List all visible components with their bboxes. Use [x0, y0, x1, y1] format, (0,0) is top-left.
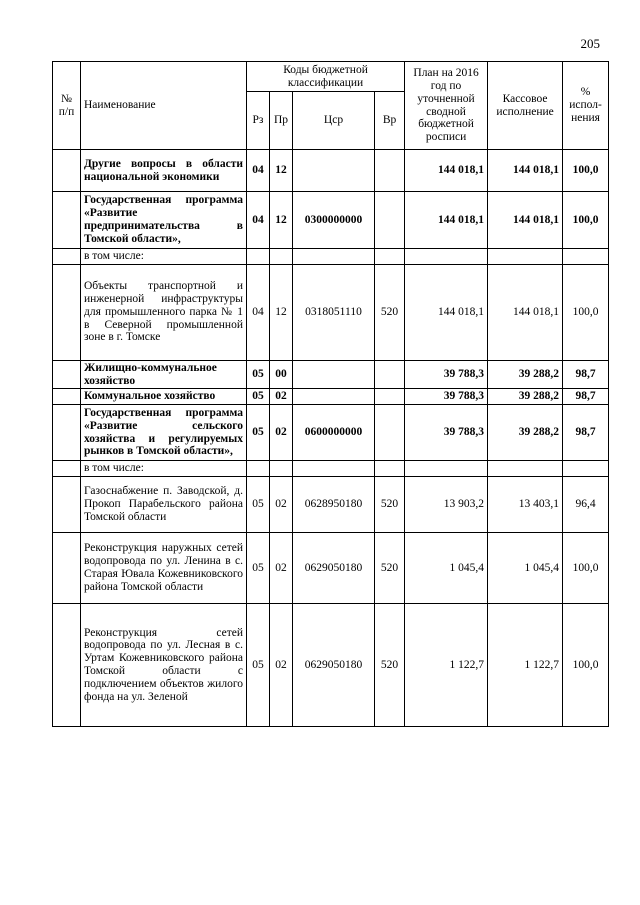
- cell-cash: 144 018,1: [488, 192, 563, 249]
- cell-pr: [270, 249, 293, 265]
- cell-csr: [293, 150, 375, 192]
- cell-rz: 04: [247, 150, 270, 192]
- cell-name: Реконструкция наружных сетей водопровода по ул. Ленина в с. Старая Ювала Кожевниковского района Томской области: [81, 532, 247, 603]
- cell-vr: 520: [375, 476, 405, 532]
- table-row: [53, 192, 609, 249]
- table-row: [53, 264, 609, 360]
- cell-pct: 100,0: [563, 603, 609, 726]
- cell-pr: 00: [270, 360, 293, 389]
- cell-rz: 05: [247, 389, 270, 405]
- cell-rz: [247, 461, 270, 477]
- header-name: Наименование: [81, 62, 247, 150]
- cell-pr: 02: [270, 405, 293, 461]
- cell-rz: 05: [247, 360, 270, 389]
- cell-name: в том числе:: [81, 461, 247, 477]
- table-row: [53, 150, 609, 192]
- cell-pr: [270, 461, 293, 477]
- budget-table: [52, 61, 609, 727]
- cell-name: Коммунальное хозяйство: [81, 389, 247, 405]
- cell-num: [53, 192, 81, 249]
- cell-rz: 05: [247, 405, 270, 461]
- cell-name: Реконструкция сетей водопровода по ул. Лесная в с. Уртам Кожевниковского района Томской области с подключением объектов жилого фонда на ул. Зеленой: [81, 603, 247, 726]
- cell-csr: 0628950180: [293, 476, 375, 532]
- cell-csr: [293, 461, 375, 477]
- cell-num: [53, 389, 81, 405]
- cell-pct: [563, 461, 609, 477]
- cell-pct: 98,7: [563, 360, 609, 389]
- cell-rz: [247, 249, 270, 265]
- cell-cash: 144 018,1: [488, 264, 563, 360]
- cell-num: [53, 603, 81, 726]
- header-num: № п/п: [53, 62, 81, 150]
- cell-cash: 1 122,7: [488, 603, 563, 726]
- header-codes-group: Коды бюджетной классификации: [247, 62, 405, 92]
- cell-name: Государственная программа «Развитие предпринимательства в Томской области»,: [81, 192, 247, 249]
- cell-vr: [375, 249, 405, 265]
- cell-num: [53, 264, 81, 360]
- cell-vr: 520: [375, 603, 405, 726]
- cell-csr: 0318051110: [293, 264, 375, 360]
- cell-pr: 02: [270, 476, 293, 532]
- header-pct: % испол-нения: [563, 62, 609, 150]
- cell-csr: 0629050180: [293, 603, 375, 726]
- table-header: [53, 62, 609, 150]
- cell-csr: 0600000000: [293, 405, 375, 461]
- page-number: 205: [580, 36, 600, 51]
- cell-rz: 05: [247, 603, 270, 726]
- cell-pr: 02: [270, 603, 293, 726]
- cell-name: Газоснабжение п. Заводской, д. Прокоп Парабельского района Томской области: [81, 476, 247, 532]
- cell-plan: 1 122,7: [405, 603, 488, 726]
- cell-vr: 520: [375, 532, 405, 603]
- cell-plan: 13 903,2: [405, 476, 488, 532]
- cell-name: Государственная программа «Развитие сельского хозяйства и регулируемых рынков в Томской области»,: [81, 405, 247, 461]
- cell-num: [53, 461, 81, 477]
- cell-name: в том числе:: [81, 249, 247, 265]
- cell-csr: [293, 389, 375, 405]
- header-rz: Рз: [247, 92, 270, 150]
- table-body: [53, 150, 609, 727]
- cell-plan: 39 788,3: [405, 360, 488, 389]
- table-row: [53, 389, 609, 405]
- table-row: [53, 532, 609, 603]
- cell-plan: 144 018,1: [405, 264, 488, 360]
- header-pr: Пр: [270, 92, 293, 150]
- cell-pct: 100,0: [563, 532, 609, 603]
- cell-csr: 0629050180: [293, 532, 375, 603]
- table-row: [53, 476, 609, 532]
- cell-plan: 1 045,4: [405, 532, 488, 603]
- cell-pr: 02: [270, 532, 293, 603]
- header-csr: Цср: [293, 92, 375, 150]
- cell-rz: 04: [247, 264, 270, 360]
- table-row: [53, 360, 609, 389]
- cell-pct: 100,0: [563, 192, 609, 249]
- cell-vr: 520: [375, 264, 405, 360]
- cell-rz: 04: [247, 192, 270, 249]
- cell-plan: 39 788,3: [405, 389, 488, 405]
- table-row: [53, 249, 609, 265]
- cell-plan: [405, 461, 488, 477]
- cell-num: [53, 405, 81, 461]
- cell-pct: 100,0: [563, 264, 609, 360]
- cell-rz: 05: [247, 532, 270, 603]
- cell-plan: 39 788,3: [405, 405, 488, 461]
- cell-cash: [488, 461, 563, 477]
- cell-cash: 39 288,2: [488, 389, 563, 405]
- cell-csr: [293, 360, 375, 389]
- cell-pr: 12: [270, 192, 293, 249]
- cell-cash: 1 045,4: [488, 532, 563, 603]
- cell-num: [53, 249, 81, 265]
- header-cash: Кассовое исполнение: [488, 62, 563, 150]
- cell-cash: 144 018,1: [488, 150, 563, 192]
- cell-name: Жилищно-коммунальное хозяйство: [81, 360, 247, 389]
- header-vr: Вр: [375, 92, 405, 150]
- cell-vr: [375, 360, 405, 389]
- cell-pr: 12: [270, 150, 293, 192]
- cell-vr: [375, 405, 405, 461]
- cell-vr: [375, 461, 405, 477]
- cell-vr: [375, 150, 405, 192]
- cell-pct: 100,0: [563, 150, 609, 192]
- cell-csr: 0300000000: [293, 192, 375, 249]
- cell-num: [53, 532, 81, 603]
- cell-cash: [488, 249, 563, 265]
- table-row: [53, 461, 609, 477]
- table-row: [53, 603, 609, 726]
- cell-rz: 05: [247, 476, 270, 532]
- table-row: [53, 405, 609, 461]
- cell-plan: 144 018,1: [405, 192, 488, 249]
- cell-name: Объекты транспортной и инженерной инфраструктуры для промышленного парка № 1 в Северной промышленной зоне в г. Томске: [81, 264, 247, 360]
- cell-plan: [405, 249, 488, 265]
- cell-vr: [375, 389, 405, 405]
- cell-pct: [563, 249, 609, 265]
- cell-pr: 12: [270, 264, 293, 360]
- cell-plan: 144 018,1: [405, 150, 488, 192]
- cell-pct: 98,7: [563, 405, 609, 461]
- cell-pct: 96,4: [563, 476, 609, 532]
- cell-pr: 02: [270, 389, 293, 405]
- cell-cash: 39 288,2: [488, 405, 563, 461]
- cell-num: [53, 360, 81, 389]
- cell-name: Другие вопросы в области национальной экономики: [81, 150, 247, 192]
- cell-pct: 98,7: [563, 389, 609, 405]
- cell-csr: [293, 249, 375, 265]
- cell-cash: 39 288,2: [488, 360, 563, 389]
- cell-num: [53, 150, 81, 192]
- cell-cash: 13 403,1: [488, 476, 563, 532]
- header-plan: План на 2016 год по уточненной сводной бюджетной росписи: [405, 62, 488, 150]
- cell-num: [53, 476, 81, 532]
- cell-vr: [375, 192, 405, 249]
